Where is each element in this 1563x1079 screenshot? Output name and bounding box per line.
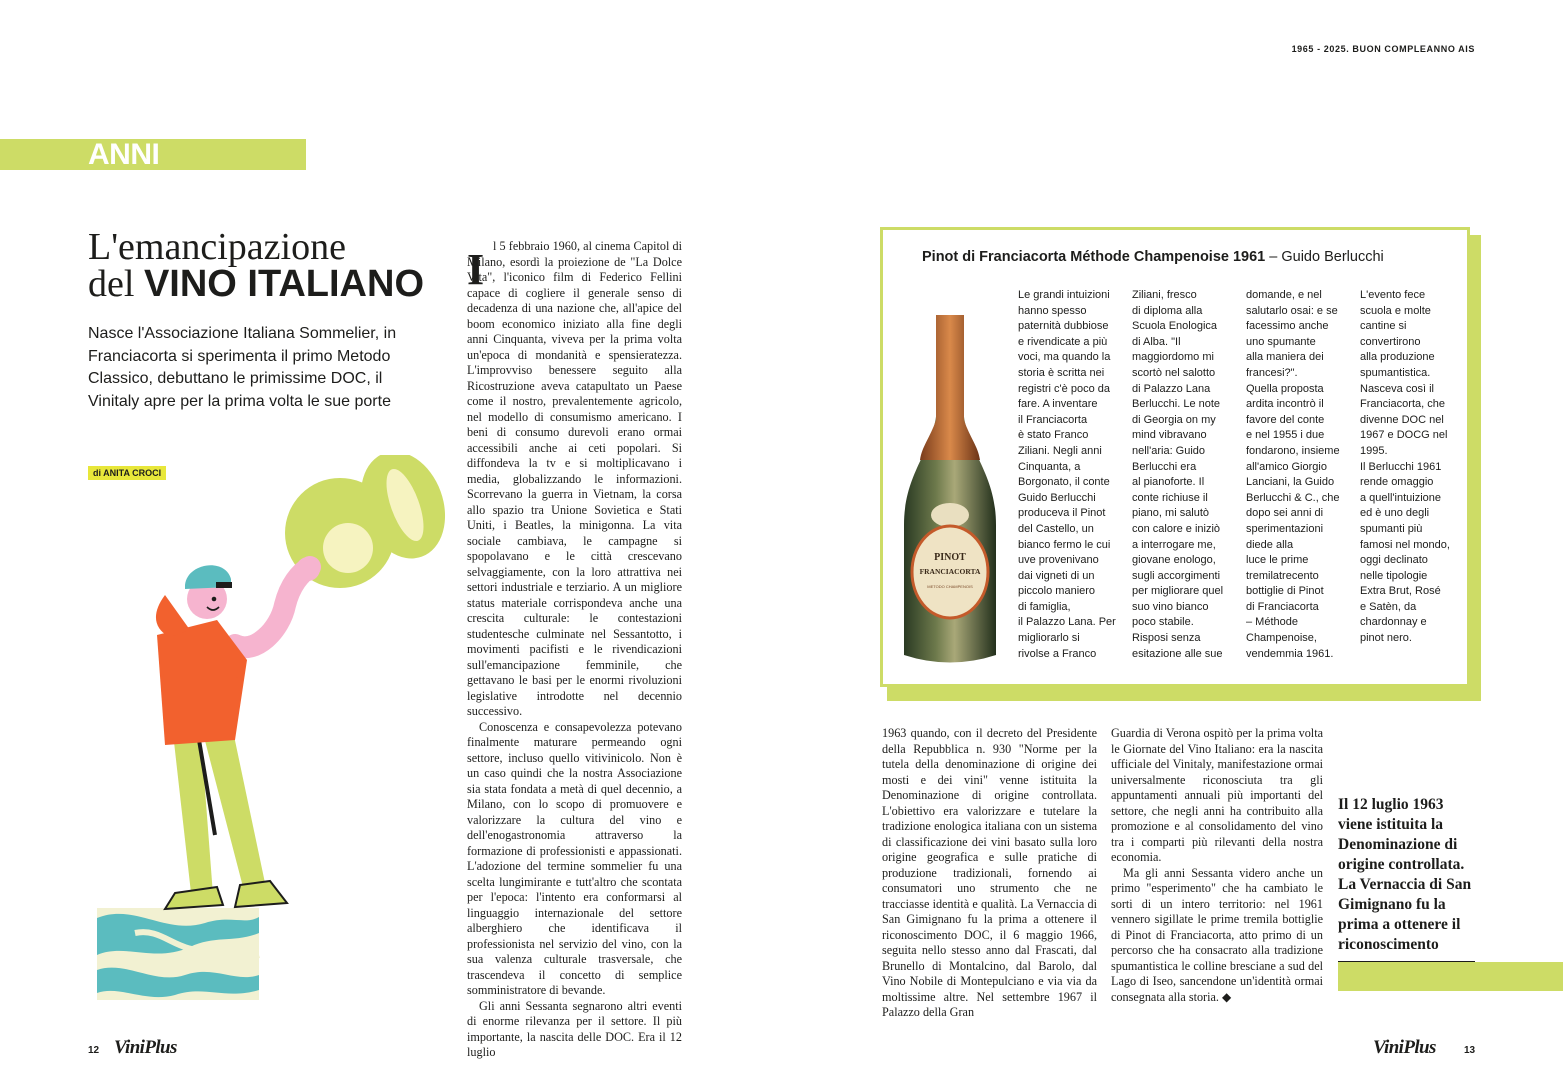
sidebar-line: poco stabile. [1132, 616, 1194, 629]
sidebar-line: alla maniera dei [1246, 351, 1324, 364]
sidebar-line: fondarono, insieme [1246, 444, 1340, 457]
decade-suffix: '60 [159, 138, 199, 171]
sidebar-line: bottiglie di Pinot [1246, 585, 1324, 598]
sidebar-line: sugli accorgimenti [1132, 569, 1221, 582]
sidebar-line: a quell'intuizione [1360, 491, 1441, 504]
sidebar-line: Berlucchi. Le note [1132, 398, 1221, 411]
sidebar-line: rende omaggio [1360, 476, 1434, 489]
sidebar-line: rivolse a Franco [1018, 647, 1097, 660]
sidebar-line: alla produzione [1360, 351, 1435, 364]
sidebar-line: famosi nel mondo, [1360, 538, 1450, 551]
sidebar-line: Berlucchi era [1132, 460, 1197, 473]
sidebar-line: di Palazzo Lana [1132, 382, 1211, 395]
sidebar-line: salutarlo osai: e se [1246, 304, 1338, 317]
body-paragraph: Ma gli anni Sessanta videro anche un primo "esperimento" che ha cambiato le sorti di un intero territorio: nel 1961 vennero sigillate le prime tremila bottiglie di Pinot di Franciacorta, atto primo di un percorso che ha consacrato alla tradizione spumantistica le colline bresciane a sud del Lago di Iseo, sancendone un'identità ormai consegnata alla storia. ◆ [1111, 865, 1323, 1004]
sidebar-line: di Alba. "Il [1132, 335, 1181, 348]
headline-line1: L'emancipazione [88, 226, 346, 268]
sidebar-line: il Franciacorta [1018, 413, 1088, 426]
sidebar-line: uno spumante [1246, 335, 1316, 348]
sidebar-title-bold: Pinot di Franciacorta Méthode Champenoise 1961 [922, 249, 1266, 265]
sidebar-line: a interrogare me, [1132, 538, 1216, 551]
sidebar-line: produceva il Pinot [1018, 507, 1106, 520]
sidebar-line: Risposi senza [1132, 632, 1201, 645]
sidebar-column-3 [1246, 288, 1351, 662]
bottle-label-line1: PINOT [934, 552, 966, 563]
body-paragraph: Guardia di Verona ospitò per la prima volta le Giornate del Vino Italiano: era la nascita ufficiale del Vinitaly, manifestazione ormai universalmente riconosciuta tra gli appuntamenti annuali più importanti del settore, che negli anni ha contribuito alla promozione e al consolidamento del vino tra i comparti più rilevanti della nostra economia. [1111, 726, 1323, 864]
sidebar-line: Ziliani, fresco [1132, 289, 1197, 301]
illustration-person-with-60 [95, 455, 467, 1000]
body-paragraph: l 5 febbraio 1960, al cinema Capitol di Milano, esordì la proiezione de "La Dolce Vita", l'iconico film di Federico Fellini capace di cogliere il generale senso di decadenza di una nazione che, all'apice del boom economico iniziato alla fine degli anni Cinquanta, viveva per la prima volta un'epoca di mondanità e spensieratezza. L'improvviso benessere seguito alla Ricostruzione aveva catapultato un Paese come il nostro, prevalentemente agricolo, nel modello di consumismo americano. I beni di consumo durevoli erano ormai accessibili anche ai ceti popolari. Si diffondeva la tv e si moltiplicavano i media, globalizzando le informazioni. Scorrevano la guerra in Vietnam, la corsa allo spazio tra Unione Sovietica e Stati Uniti, i Beatles, la minigonna. La vita sociale cambiava, le campagne si spopolavano e le città crescevano selvaggiamente, con la loro attrattiva nei settori industriale e terziario. A un migliore status materiale corrispondeva anche una crescita culturale: le contestazioni studentesche culminate nel Sessantotto, i movimenti pacifisti e le rivendicazioni sull'emancipazione femminile, che gettavano le basi per le enormi rivoluzioni legislative introdotte nel decennio successivo. [467, 239, 682, 718]
sidebar-line: migliorarlo si [1018, 632, 1080, 645]
sidebar-line: Ziliani. Negli anni [1018, 444, 1102, 457]
sidebar-line: favore del conte [1246, 413, 1325, 426]
sidebar-line: scuola e molte [1360, 304, 1431, 317]
pull-quote-band [1338, 962, 1563, 991]
author-byline: di ANITA CROCI [88, 466, 166, 480]
sidebar-line: spumantistica. [1360, 366, 1431, 379]
sidebar-line: piccolo maniero [1018, 585, 1096, 598]
sidebar-line: è stato Franco [1018, 429, 1089, 442]
sidebar-line: 1967 e DOCG nel [1360, 429, 1448, 442]
logo-right: ViniPlus [1373, 1037, 1436, 1058]
sidebar-line: dai vigneti di un [1018, 569, 1095, 582]
sidebar-line: uve provenivano [1018, 554, 1099, 567]
sidebar-line: paternità dubbiose [1018, 320, 1109, 333]
sidebar-line: Quella proposta [1246, 382, 1324, 395]
sidebar-line: cantine si [1360, 320, 1407, 333]
sidebar-line: facessimo anche [1246, 320, 1329, 333]
sidebar-title-rest: – Guido Berlucchi [1265, 249, 1384, 265]
sidebar-line: Guido Berlucchi [1018, 491, 1096, 504]
sidebar-line: luce le prime [1246, 554, 1309, 567]
sidebar-line: Extra Brut, Rosé [1360, 585, 1441, 598]
sidebar-column-2 [1132, 288, 1237, 662]
sidebar-line: domande, e nel [1246, 289, 1322, 301]
headline-line2-prefix: del [88, 263, 144, 305]
sidebar-line: vendemmia 1961. [1246, 647, 1334, 660]
wine-bottle-photo [900, 310, 1000, 670]
decade-title [88, 136, 198, 174]
sidebar-line: suo vino bianco [1132, 600, 1209, 613]
sidebar-line: oggi declinato [1360, 554, 1428, 567]
folio-left: 12 [88, 1045, 100, 1056]
body-column-3 [1111, 726, 1323, 1005]
sidebar-line: il Palazzo Lana. Per [1018, 616, 1116, 629]
sidebar-line: convertirono [1360, 335, 1421, 348]
body-column-1 [467, 239, 682, 1061]
sidebar-line: ardita incontrò il [1246, 398, 1324, 411]
sidebar-line: pinot nero. [1360, 632, 1412, 645]
sidebar-line: Lanciani, la Guido [1246, 476, 1335, 489]
sidebar-line: 1995. [1360, 444, 1388, 457]
sidebar-line: francesi?". [1246, 366, 1298, 379]
sidebar-line: nell'aria: Guido [1132, 444, 1206, 457]
sidebar-line: conte richiuse il [1132, 491, 1208, 504]
sidebar-line: mind vibravano [1132, 429, 1207, 442]
sidebar-line: di famiglia, [1018, 600, 1071, 613]
sidebar-line: esitazione alle sue [1132, 647, 1223, 660]
sidebar-line: di Georgia on my [1132, 413, 1216, 426]
sidebar-line: del Castello, un [1018, 522, 1094, 535]
bottle-label-small: METODO CHAMPENOIS [927, 584, 973, 589]
sidebar-line: all'amico Giorgio [1246, 460, 1327, 473]
sidebar-line: nelle tipologie [1360, 569, 1428, 582]
sidebar-line: Berlucchi & C., che [1246, 491, 1340, 504]
sidebar-line: e Satèn, da [1360, 600, 1417, 613]
sidebar-line: di diploma alla [1132, 304, 1203, 317]
body-paragraph: Gli anni Sessanta segnarono altri eventi di enorme rilevanza per il settore. Il più importante, la nascita delle DOC. Era il 12 luglio [467, 998, 682, 1059]
sidebar-line: – Méthode [1246, 616, 1298, 629]
sidebar-title [922, 249, 1384, 265]
sidebar-line: Borgonato, il conte [1018, 476, 1110, 489]
sidebar-line: Franciacorta, che [1360, 398, 1445, 411]
decade-word: ANNI [88, 138, 160, 171]
deck: Nasce l'Associazione Italiana Sommelier, in Franciacorta si sperimenta il primo Metodo Classico, debuttano le primissime DOC, il Vinitaly apre per la prima volta le sue porte [88, 325, 397, 410]
sidebar-line: per migliorare quel [1132, 585, 1224, 598]
pull-quote: Il 12 luglio 1963 viene istituita la Denominazione di origine controllata. La Vernaccia di San Gimignano fu la prima a ottenere il riconoscimento [1338, 796, 1472, 953]
headline-line2-bold: VINO ITALIANO [143, 263, 425, 305]
body-column-2 [882, 726, 1097, 1021]
sidebar-column-1 [1018, 288, 1123, 662]
sidebar-line: divenne DOC nel [1360, 413, 1444, 426]
sidebar-line: Cinquanta, a [1018, 460, 1081, 473]
sidebar-line: chardonnay e [1360, 616, 1427, 629]
sidebar-line: dopo sei anni di [1246, 507, 1324, 520]
sidebar-line: tremilatrecento [1246, 569, 1319, 582]
sidebar-line: Champenoise, [1246, 632, 1317, 645]
sidebar-line: scortò nel salotto [1132, 366, 1216, 379]
sidebar-line: voci, ma quando la [1018, 351, 1111, 364]
digit-six-hole [323, 523, 373, 573]
sidebar-line: registri c'è poco da [1018, 382, 1110, 395]
bottle-label-line2: FRANCIACORTA [919, 567, 981, 576]
sidebar-line: di Franciacorta [1246, 600, 1319, 613]
sidebar-line: sperimentazioni [1246, 522, 1324, 535]
sidebar-line: giovane enologo, [1132, 554, 1216, 567]
sidebar-line: con calore e iniziò [1132, 522, 1221, 535]
sidebar-line: al pianoforte. Il [1132, 476, 1205, 489]
sidebar-line: Nasceva così il [1360, 382, 1434, 395]
sidebar-line: piano, mi salutò [1132, 507, 1210, 520]
headline [88, 226, 448, 305]
sidebar-column-4 [1360, 288, 1460, 647]
sidebar-line: L'evento fece [1360, 289, 1426, 301]
body-paragraph: 1963 quando, con il decreto del Presidente della Repubblica n. 930 "Norme per la tutela della denominazione di origine dei mosti e dei vini" venne istituita la Denominazione di origine controllata. L'obiettivo era valorizzare e tutelare la tradizione enologica italiana con un sistema di classificazione dei vini basato sulla loro origine geografica e sulle pratiche di produzione tradizionali, fornendo ai consumatori uno strumento che ne tracciasse identità e qualità. La Vernaccia di San Gimignano fu la prima a ottenere il riconoscimento DOC, il 6 maggio 1966, seguita nello stesso anno dal Frascati, dal Brunello di Montalcino, dal Barolo, dal Vino Nobile di Montepulciano e via via da moltissime altre. Nel settembre 1967 il Palazzo della Gran [882, 726, 1097, 1019]
sidebar-line: e nel 1955 i due [1246, 429, 1325, 442]
sidebar-line: diede alla [1246, 538, 1294, 551]
logo-left: ViniPlus [114, 1037, 177, 1058]
running-header: 1965 - 2025. BUON COMPLEANNO AIS [1291, 44, 1475, 54]
sidebar-line: storia è scritta nei [1018, 366, 1105, 379]
sidebar-line: Il Berlucchi 1961 [1360, 460, 1442, 473]
sidebar-line: bianco fermo le cui [1018, 538, 1111, 551]
drop-cap: I [467, 245, 485, 294]
headline-line2 [88, 263, 448, 305]
sidebar-line: e rivendicate a più [1018, 335, 1108, 348]
sidebar-line: spumanti più [1360, 522, 1423, 535]
sidebar-line: hanno spesso [1018, 304, 1087, 317]
folio-right: 13 [1464, 1045, 1476, 1056]
sidebar-line: maggiordomo mi [1132, 351, 1214, 364]
body-paragraph: Conoscenza e consapevolezza potevano finalmente maturare permeando ogni settore, incluso quello vitivinicolo. Non è un caso quindi che la nostra Associazione sia stata fondata a metà di quel decennio, a Milano, con lo scopo di promuovere e valorizzare la cultura del vino e dell'enogastronomia attraverso la formazione di professionisti e appassionati. L'adozione del termine sommelier fu una scelta lungimirante e tutt'altro che scontata per l'epoca: l'intento era conformarsi al linguaggio internazionale del settore alberghiero che identificava il professionista nel servizio del vino, con la sua valenza culturale trasversale, che trascendeva il concetto di semplice somministratore di bevande. [467, 719, 682, 997]
sidebar-line: ed è uno degli [1360, 507, 1430, 520]
sidebar-line: Scuola Enologica [1132, 320, 1218, 333]
sidebar-line: fare. A inventare [1018, 398, 1098, 411]
sidebar-line: Le grandi intuizioni [1018, 289, 1110, 301]
